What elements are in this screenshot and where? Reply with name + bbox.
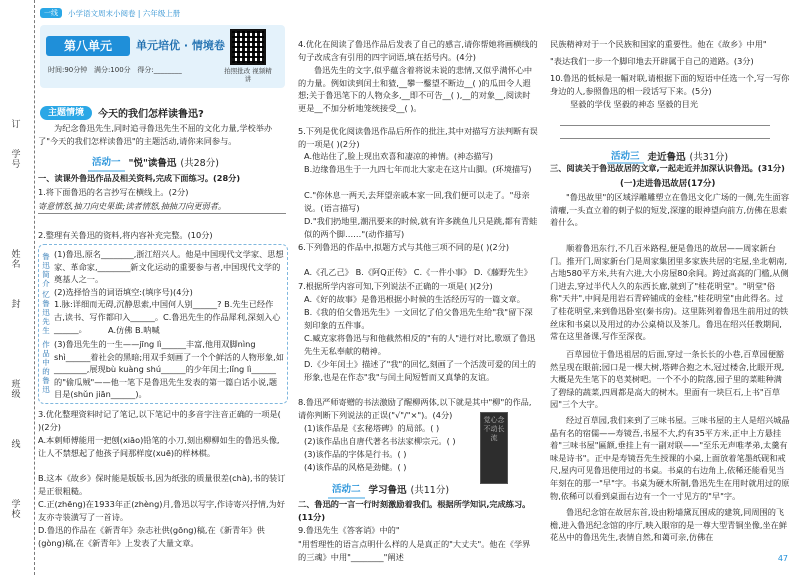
activity-2-title: 学习鲁迅	[368, 485, 407, 496]
col3-line-2: "表达我们一步一个脚印地去开辟属于自己的道路。(3分)	[550, 56, 754, 66]
activity-2-score: (共11分)	[410, 485, 450, 496]
question-1-quote: 寄意情怒,抽刀向史果谁;读者情怒,抽抽刀向更弱者。	[38, 200, 286, 214]
question-9-text: "用哲理性的语言点明什么样的人是真正的"大丈夫"。他在《学界的三魂》中用"________"阐述	[298, 539, 531, 562]
passage-paragraph-2: 顺着鲁迅东行,不几百米路程,便是鲁迅的故居——周家新台门。推开门,周家新台门是周家集团里多家族共居的宅屋,坐北朝南,占地580平方米,共有六进,大小房屋80余间。跨过高高的门槛,从侧门进去,穿过半代人久的东西长廊,就到了"桂花明堂"。"明堂"俗称"天井",中间是用岩石青碎铺成的金桂,"桂花明堂"由此得名。过了桂花明堂,来到鲁迅卧室(秦书房)。这里陈列着鲁迅生前用过的铁丝床和书桌以及用过的办公桌椅以及茶几。鲁迅在绍兴任教期间,常在这里备课,写作至深夜。	[550, 243, 789, 342]
calligraphy-text: 觉心念不动长流	[483, 416, 505, 442]
question-10: 10.鲁迅的低标是一幅对联,请根据下面的短语中任选一个,写一写你身边的人,参照鲁迅的相一段话写下来。(5分)	[550, 73, 790, 96]
question-9: 9.鲁迅先生《答客诮》中的"	[298, 525, 400, 535]
tag-works: 作品中的鲁迅	[42, 340, 50, 394]
header-text: 小学语文周末小阅卷 | 六年级上册	[68, 8, 181, 18]
question-7-option-c: C.臧克家将鲁迅与和他截然相反的"有的人"进行对比,歌颂了鲁迅先生无私奉献的精神。	[304, 333, 536, 356]
binding-margin	[0, 0, 35, 575]
question-8: 8.鲁迅严师寄赠的书法激励了醒柳两体,以下就是其中"柳"的作品,请你判断下列说法的正误("√"/"×")。(4分)	[298, 397, 532, 420]
question-5-option-c: C."你休息一两天,去拜望亲戚本家一回,我们便可以走了。"母亲说。(语言描写)	[304, 190, 530, 213]
question-7-option-d: D.《少年闰土》描述了"我"的回忆,刻画了一个活泼可爱的闰土的形象,也是在作态"我"与闰土间短暂而又真挚的友谊。	[304, 359, 536, 382]
part-2-instruction: 二、鲁迅的一言一行时刻激励着我们。根据所学知识,完成练习。(11分)	[298, 499, 531, 522]
passage-paragraph-5: 鲁迅纪念馆在故居东首,设由粉墙黛瓦围成的建筑,同周围的飞檐,进入鲁迅纪念馆的序厅,映入眼帘的是一尊大型青铜坐像,坐在鲜花丛中的鲁迅先生,表情自然,和蔼可亲,仿佛在	[550, 507, 788, 543]
passage-paragraph-4: 经过百草园,我们来到了三味书屋。三味书屋的主人是绍兴城晶晶有名的宿儒——寿镜吾,书屋不大,约有35平方米,正中上方悬挂着"三味书屋"匾额,垂挂上有一副对联——"至乐无声唯孝弟,太羹有味是诗书"。正中是寿镜吾先生授课的小桌,上面放着笔墨纸砚和戒尺,屋内可见鲁迅使用过的书桌。书桌的右边角上,依稀还能看见当年刻在的那一"早"字。书桌为硬木所制,鲁迅先生在用时就用过的原物,依稀可以看到桌面右边有一个一寸见方的"早"字。	[550, 415, 790, 501]
question-6-options: A.《孔乙己》 B.《阿Q正传》 C.《一件小事》 D.《藤野先生》	[304, 267, 532, 277]
question-8-1: (1)该作品是《玄秘塔碑》的局部。( )	[304, 423, 440, 433]
question-5-option-d: D."我们扔地里,潮汛要来的时候,就有许多跳鱼儿只是跳,都有青蛙似的两个脚……"(动作描写)	[304, 216, 538, 239]
activity-1-score: (共28分)	[180, 158, 219, 169]
qr-caption: 拍照批改 视频精讲	[224, 67, 272, 83]
exam-meta: 时间:90分钟 满分:100分 得分:________	[48, 66, 182, 74]
activity-3-title: 走近鲁迅	[647, 152, 686, 163]
theme-pill: 主题情境	[40, 106, 92, 120]
question-7-option-a: A.《好的故事》是鲁迅根据小时候的生活经历写的一篇文章。	[304, 294, 525, 304]
exam-full-score: 满分:100分	[93, 66, 131, 74]
question-5-option-b: B.边缘鲁迅生于一九四七年而北大家走在这片山脚。(环境描写)	[304, 164, 532, 174]
margin-label-class: 班级	[11, 380, 21, 400]
question-6: 6.下列鲁迅的作品中,拟题方式与其他三项不同的是( )(2分)	[298, 242, 510, 252]
part-3-instruction: 三、阅读关于鲁迅故居的文章,一起走近并加深认识鲁迅。(31分)	[550, 163, 785, 173]
margin-label-line: 线	[11, 440, 21, 450]
margin-label-seal-top: 订	[11, 120, 21, 130]
exam-score: 得分:	[137, 66, 154, 74]
passage-paragraph-3: 百草园位于鲁迅祖居的后面,穿过一条长长的小巷,百草园便豁然呈现在眼前;园口是一棵大树,塔碑合抱之木,冠过楼舍,比眼开现,大概是先生笔下的皂荚树吧。一个不小的院落,园子里的菜畦种满了碧绿的蔬菜,四周都是高大的树木。里面有一块巨石,上书"百草园"三个大字。	[550, 349, 785, 410]
question-10-options: 坚毅的学伐 坚毅的神态 坚毅的目光	[570, 99, 699, 109]
question-3-option-d: D.鲁迅的作品在《新青年》杂志社供(gōng)稿,在《新青年》供(gòng)稿,在《新青年》上发表了大量文章。	[38, 525, 265, 548]
margin-label-seal: 封	[11, 300, 21, 310]
answer-line-2[interactable]	[560, 138, 770, 139]
question-5-option-a: A.他站住了,脸上现出欢喜和凄凉的神情。(神态描写)	[304, 151, 493, 161]
tag-intro: 鲁迅简介	[42, 252, 50, 288]
theme-question: 今天的我们怎样读鲁迅?	[98, 109, 204, 120]
question-8-4: (4)该作品的风格是劲健。( )	[304, 462, 407, 472]
page-number: 47	[777, 554, 788, 563]
question-8-2: (2)该作品出自唐代著名书法家柳宗元。( )	[304, 436, 456, 446]
intro-text: 为纪念鲁迅先生,同时追寻鲁迅先生不屈的文化力量,学校举办了"今天的我们怎样读鲁迅"的主题活动,请你来同参与。	[38, 123, 273, 146]
exam-time: 时间:90分钟	[48, 66, 88, 74]
question-1: 1.将下面鲁迅的名言抄写在横线上。(2分)	[38, 187, 189, 197]
page-header	[40, 6, 180, 20]
question-2-3: (3)鲁迅先生的一生——jīng lì______丰富,他用双脚nìng shì______着社会的黑暗;用双手刻画了一个个鲜活的人物形象,如________,展现bù kuàng shú______的少年闰土;lǐng lì______的"偷瓜贼"——他一笔下是鲁迅先生发表的第一篇白话小说,题目是(shǔn jiān______)。	[54, 339, 284, 400]
question-8-3: (3)该作品的字体是行书。( )	[304, 449, 407, 459]
margin-label-school: 学校	[11, 500, 21, 520]
passage-paragraph-1: "鲁迅故里"的区域浮雕雕塑立在鲁迅文化广场的一侧,先生面容清癯,一头直立着的刺子似的短发,深邃的眼神望向前方,仿佛在思索着什么。	[550, 192, 790, 228]
unit-number: 第八单元	[46, 36, 130, 56]
header-badge: 一线	[40, 8, 62, 18]
col3-line-1: 民族精神对于一个民族和国家的重要性。他在《故乡》中用"	[550, 39, 767, 49]
theme-row	[40, 105, 204, 120]
activity-3-score: (共31分)	[689, 152, 729, 163]
question-7-option-b: B.《我的伯父鲁迅先生》一文回忆了伯父鲁迅先生给"我"留下深刻印象的五件事。	[304, 307, 533, 330]
activity-1-heading	[88, 157, 219, 172]
activity-1-title: "悦"读鲁迅	[128, 158, 177, 169]
question-4: 4.优化在阅读了鲁迅作品后发表了自己的感言,请你帮她将画横线的句子改成含有引用的四字词语,填在括号内。(4分)	[298, 39, 538, 62]
question-2-2-items: 1.脉:详细而无碍,沉静思索,中国何人别______? B.先生已经作古,读书、写作都印入______。C.鲁迅先生的作品犀利,深刻入心______。	[54, 299, 281, 335]
question-7: 7.根据所学内容可知,下列说法不正确的一项是( )(2分)	[298, 281, 493, 291]
question-3-option-b: B.这本《故乡》保时能是版版书,因为纸张的质量很差(chà),书的装订是正很粗糙。	[38, 473, 286, 496]
activity-3-label: 活动三	[607, 148, 644, 164]
answer-line-1[interactable]	[560, 125, 770, 126]
question-2: 2.整理有关鲁迅的资料,将内容补充完整。(10分)	[38, 230, 213, 240]
question-3-option-c: C.正(zhēng)在1933年正(zhèng)月,鲁迅以写字,作诗寄兴抒情,为好友亦寺装潢写了一首诗。	[38, 499, 285, 522]
margin-label-name: 姓名	[11, 250, 21, 270]
unit-title: 单元培优 · 情境卷	[136, 39, 225, 52]
tag-memory: 忆鲁迅先生	[42, 290, 50, 335]
question-4-passage: 鲁迅先生的文字,似乎蕴含着将说未说的悲情,又似乎满怀心中的力量。例如读到闰土和猹,__攀一鑿望不断边__( )的瓜田令人遐想;关于鲁迅笔下的人物众多,__即不可告__( ),__的对象__,阅读时更是__不加分析地笼统接受__( )。	[298, 65, 533, 113]
section-subtitle: (一)走进鲁迅故居(17分)	[620, 179, 716, 189]
question-5: 5.下列是优化阅读鲁迅作品后所作的批注,其中对描写方法判断有误的一项是( )(2分)	[298, 126, 538, 149]
question-3-option-a: A.本刺师傅能用一把刨(xiāo)铅笔的小刀,刻出柳柳如生的鲁迅头像,让人不禁想起了他孩子间那样度(xuē)的样林棋。	[38, 435, 280, 458]
unit-banner	[40, 25, 285, 88]
question-2-2-options: A.仿佛 B.呐喊	[108, 325, 160, 335]
calligraphy-image	[480, 412, 508, 484]
activity-1-label: 活动一	[88, 157, 125, 172]
activity-2-label: 活动二	[328, 484, 365, 499]
margin-label-number: 学号	[11, 150, 21, 170]
qr-code-icon[interactable]	[230, 29, 266, 65]
question-2-2: (2)选择恰当的词语填空:(填序号)(4分)	[54, 287, 193, 297]
question-3: 3.优化整理资料时记了笔记,以下笔记中的多音字注音正确的一项是( )(2分)	[38, 409, 281, 432]
activity-2-heading	[328, 484, 449, 499]
part-1-instruction: 一、读课外鲁迅作品及相关资料,完成下面练习。(28分)	[38, 173, 241, 183]
question-2-1: (1)鲁迅,原名________,浙江绍兴人。他是中国现代文学家、思想家、革命家,________新文化运动的重要参与者,中国现代文学的奠基人之一。	[54, 249, 284, 285]
